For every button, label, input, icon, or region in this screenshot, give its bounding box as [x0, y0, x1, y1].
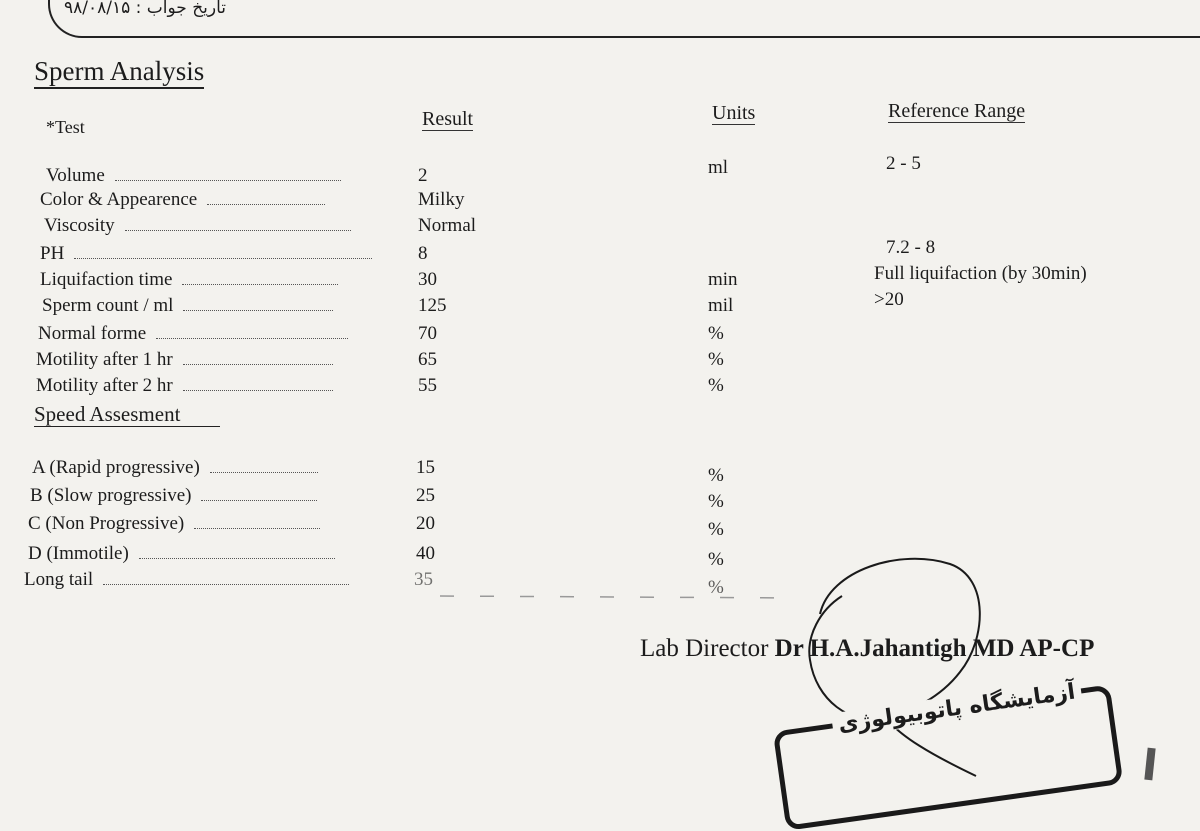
test-result: Normal — [418, 215, 477, 236]
test-name: Volume — [46, 165, 105, 186]
dotted-leader — [194, 514, 320, 529]
test-name: D (Immotile) — [28, 543, 129, 564]
test-unit: % — [708, 577, 724, 598]
director-name: Dr H.A.Jahantigh MD AP-CP — [774, 635, 1095, 662]
test-name: Viscosity — [44, 215, 115, 236]
test-unit: min — [708, 269, 738, 290]
dotted-leader — [103, 570, 349, 585]
test-result: 125 — [418, 295, 447, 316]
test-result: Milky — [418, 189, 465, 210]
dotted-leader — [139, 544, 335, 559]
dotted-leader — [201, 486, 317, 501]
test-name: Motility after 2 hr — [36, 375, 173, 396]
table-row — [0, 188, 1200, 214]
test-result: 70 — [418, 323, 437, 344]
column-header-units: Units — [712, 102, 756, 124]
table-row — [0, 153, 1200, 190]
test-name: Motility after 1 hr — [36, 349, 173, 370]
table-row — [0, 322, 1200, 348]
test-result: 15 — [416, 457, 435, 478]
stamp-text: آزمایشگاه پاتوبیولوژی — [831, 679, 1083, 739]
test-unit: % — [708, 375, 724, 396]
table-row — [0, 484, 1200, 510]
faint-dashes — [440, 586, 820, 606]
dotted-leader — [183, 376, 333, 391]
dotted-leader — [125, 216, 351, 231]
column-header-result: Result — [422, 108, 474, 130]
test-name: B (Slow progressive) — [30, 485, 192, 506]
report-title: Sperm Analysis — [34, 56, 204, 89]
test-result: 20 — [416, 513, 435, 534]
test-name: Sperm count / ml — [42, 295, 174, 316]
test-result: 2 — [418, 165, 428, 186]
test-unit: % — [708, 465, 724, 486]
table-row — [0, 542, 1200, 568]
test-unit: % — [708, 491, 724, 512]
table-row — [0, 374, 1200, 400]
test-name: PH — [40, 243, 65, 264]
test-name: Normal forme — [38, 323, 147, 344]
test-unit: % — [708, 519, 724, 540]
pencil-mark — [1144, 748, 1155, 781]
test-unit: mil — [708, 295, 734, 316]
test-name: C (Non Progressive) — [28, 513, 185, 534]
test-unit: % — [708, 549, 724, 570]
test-name: A (Rapid progressive) — [32, 457, 200, 478]
test-result: 65 — [418, 349, 437, 370]
test-unit: % — [708, 349, 724, 370]
column-header-test: *Test — [46, 117, 85, 137]
dotted-leader — [115, 166, 341, 181]
table-row — [0, 263, 1200, 294]
table-row — [0, 214, 1200, 240]
test-result: 25 — [416, 485, 435, 506]
test-result: 40 — [416, 543, 435, 564]
speed-assessment-title: Speed Assesment — [34, 402, 220, 427]
test-result: 8 — [418, 243, 428, 264]
dotted-leader — [182, 270, 338, 285]
test-name: Color & Appearence — [40, 189, 198, 210]
test-reference: >20 — [874, 289, 904, 310]
director-label: Lab Director — [640, 635, 769, 662]
table-row — [0, 289, 1200, 320]
test-reference: 2 - 5 — [886, 153, 921, 174]
dotted-leader — [210, 458, 318, 473]
test-reference: Full liquifaction (by 30min) — [874, 263, 1087, 284]
test-unit: % — [708, 323, 724, 344]
dotted-leader — [183, 296, 333, 311]
test-result: 35 — [414, 569, 433, 590]
test-result: 55 — [418, 375, 437, 396]
lab-director-line — [640, 634, 1094, 664]
table-row — [0, 456, 1200, 486]
column-header-reference: Reference Range — [888, 100, 1026, 122]
test-reference: 7.2 - 8 — [886, 237, 936, 258]
test-name: Long tail — [24, 569, 94, 590]
table-row — [0, 348, 1200, 374]
test-result: 30 — [418, 269, 437, 290]
dotted-leader — [207, 190, 325, 205]
table-row — [0, 512, 1200, 538]
test-name: Liquifaction time — [40, 269, 173, 290]
test-unit: ml — [708, 157, 729, 178]
dotted-leader — [156, 324, 348, 339]
dotted-leader — [183, 350, 333, 365]
dotted-leader — [74, 244, 372, 259]
result-date: تاریخ جواب : ۹۸/۰۸/۱۵ — [64, 0, 227, 18]
